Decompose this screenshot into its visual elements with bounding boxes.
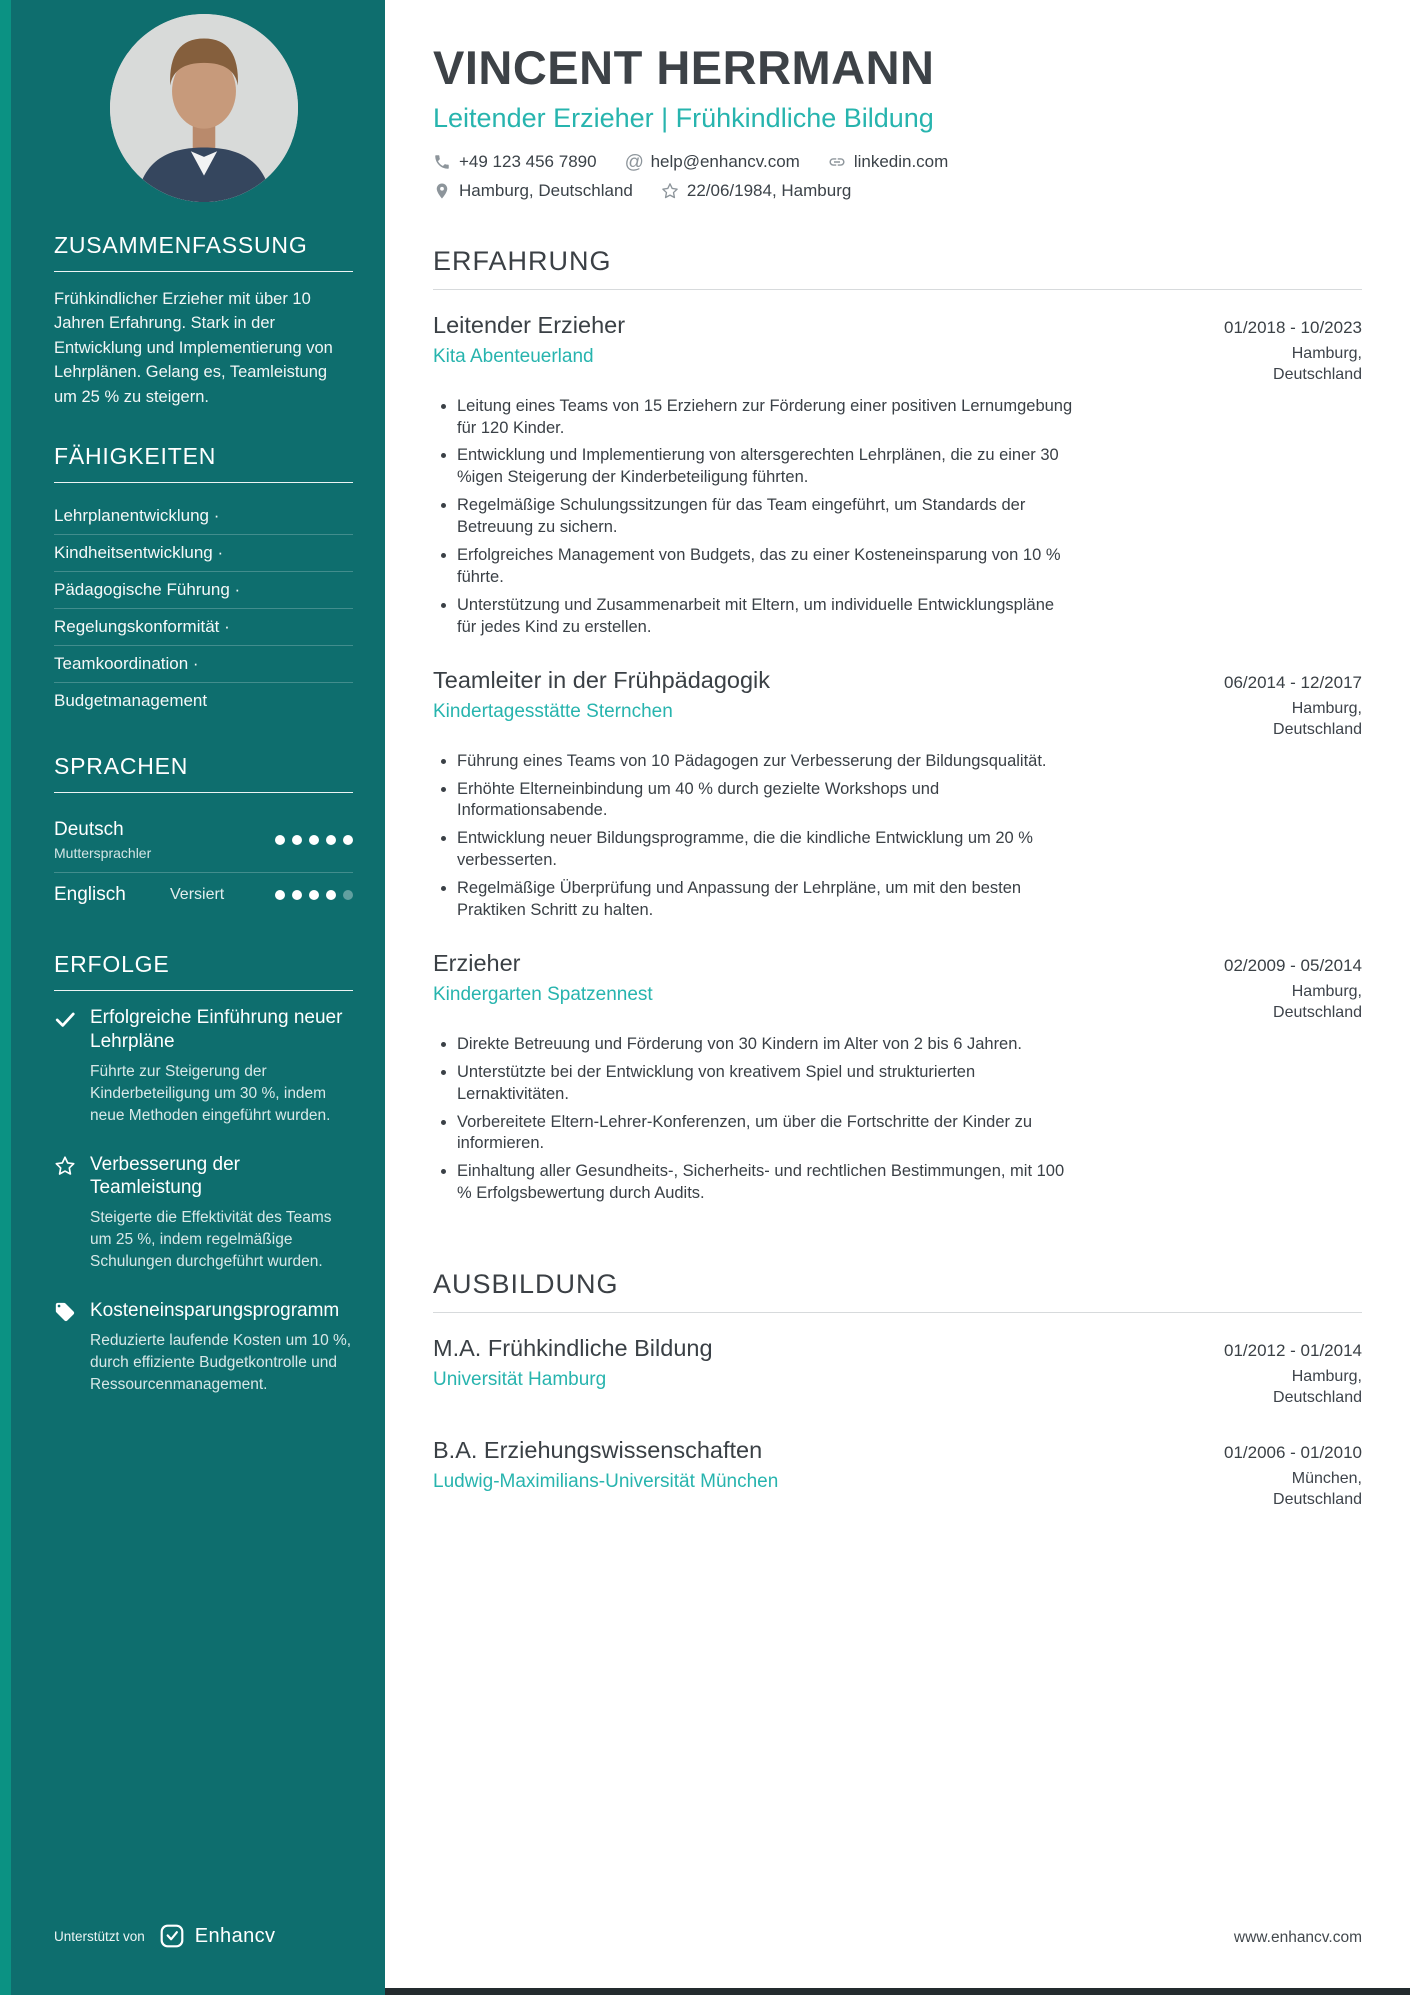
skill-item: Budgetmanagement bbox=[54, 691, 208, 711]
skills-heading: FÄHIGKEITEN bbox=[54, 443, 353, 483]
star-icon bbox=[54, 1155, 76, 1177]
enhancv-brand-name: Enhancv bbox=[194, 1924, 276, 1947]
achievement-title: Verbesserung der Teamleistung bbox=[90, 1153, 240, 1199]
job-bullet: • Führung eines Teams von 10 Pädagogen zur Verbesserung der Bildungsqualität. bbox=[457, 751, 1073, 773]
skill-item: Lehrplanentwicklung · bbox=[54, 498, 353, 535]
language-row bbox=[54, 808, 353, 873]
skill-item: Kindheitsentwicklung · bbox=[54, 535, 353, 572]
school-name: Universität Hamburg bbox=[433, 1369, 607, 1391]
sidebar-footer bbox=[54, 1923, 353, 1949]
job-dates: 01/2018 - 10/2023 bbox=[1223, 318, 1362, 337]
tag-icon bbox=[54, 1301, 76, 1323]
summary-text: Frühkindlicher Erzieher mit über 10 Jahren Erfahrung. Stark in der Entwicklung und Implementierung von Lehrplänen. Gelang es, Teamleistung um 25 % zu steigern. bbox=[54, 290, 333, 406]
job-bullet: • Erfolgreiches Management von Budgets, das zu einer Kosteneinsparung von 10 % führte. bbox=[457, 545, 1073, 589]
summary-section bbox=[54, 232, 353, 409]
job-bullet: • Leitung eines Teams von 15 Erziehern zur Förderung einer positiven Lernumgebung für 120 Kinder. bbox=[457, 396, 1073, 440]
achievement-body bbox=[90, 1153, 353, 1274]
language-name: Englisch bbox=[54, 884, 126, 906]
skill-item: Pädagogische Führung · bbox=[54, 572, 353, 609]
job-title: Teamleiter in der Frühpädagogik bbox=[433, 666, 771, 693]
job-bullet: • Erhöhte Elterneinbindung um 40 % durch gezielte Workshops und Informationsabende. bbox=[457, 779, 1073, 823]
experience-heading: ERFAHRUNG bbox=[433, 246, 1362, 290]
job-company: Kindergarten Spatzennest bbox=[433, 984, 653, 1006]
achievement-body bbox=[90, 1006, 353, 1127]
school-location: Hamburg, Deutschland bbox=[1273, 1368, 1362, 1407]
experience-entry bbox=[433, 667, 1362, 922]
language-info bbox=[54, 884, 170, 906]
job-bullet: • Vorbereitete Eltern-Lehrer-Konferenzen, um über die Fortschritte der Kinder zu informieren. bbox=[457, 1112, 1073, 1156]
language-level: Versiert bbox=[170, 886, 225, 904]
birthdate-text: 22/06/1984, Hamburg bbox=[686, 181, 852, 200]
job-bullet: • Einhaltung aller Gesundheits-, Sicherheits- und rechtlichen Bestimmungen, mit 100 % Erfolgsbewertung durch Audits. bbox=[457, 1161, 1073, 1205]
contact-row-1 bbox=[433, 152, 1362, 172]
skill-item: Regelungskonformität · bbox=[54, 609, 353, 646]
skills-section bbox=[54, 443, 353, 719]
achievement-description: Steigerte die Effektivität des Teams um 25 %, indem regelmäßige Schulungen durchgeführt wurden. bbox=[90, 1209, 332, 1271]
sidebar-content bbox=[0, 0, 385, 1995]
achievement-title: Erfolgreiche Einführung neuer Lehrpläne bbox=[90, 1007, 343, 1052]
job-bullets bbox=[433, 751, 1073, 923]
link-text: linkedin.com bbox=[853, 152, 949, 171]
achievement-item bbox=[54, 1153, 353, 1274]
phone-number: +49 123 456 7890 bbox=[459, 152, 597, 171]
language-level: Muttersprachler bbox=[54, 845, 152, 862]
location-contact bbox=[433, 181, 633, 201]
link-contact[interactable] bbox=[828, 152, 949, 172]
languages-section bbox=[54, 753, 353, 917]
education-dates: 01/2012 - 01/2014 bbox=[1223, 1341, 1362, 1361]
sidebar bbox=[0, 0, 385, 1995]
page-bottom-edge bbox=[385, 1988, 1410, 1995]
achievement-item bbox=[54, 1006, 353, 1127]
resume-header bbox=[433, 40, 1362, 210]
languages-heading: SPRACHEN bbox=[54, 753, 353, 793]
job-location: Hamburg, Deutschland bbox=[1273, 345, 1362, 383]
website-footer[interactable]: www.enhancv.com bbox=[1233, 1929, 1362, 1946]
achievements-section bbox=[54, 951, 353, 1422]
enhancv-logo-icon bbox=[159, 1923, 185, 1949]
job-bullet: • Entwicklung neuer Bildungsprogramme, die die kindliche Entwicklung um 20 % verbesserten. bbox=[457, 828, 1073, 872]
education-section bbox=[433, 1233, 1362, 1538]
job-bullet: • Direkte Betreuung und Förderung von 30 Kindern im Alter von 2 bis 6 Jahren. bbox=[457, 1034, 1073, 1056]
job-title: Leitender Erzieher bbox=[433, 312, 626, 338]
achievement-title: Kosteneinsparungsprogramm bbox=[90, 1300, 340, 1322]
email-contact[interactable] bbox=[625, 152, 800, 172]
at-icon: @ bbox=[624, 152, 644, 173]
phone-icon bbox=[433, 153, 451, 171]
job-dates: 06/2014 - 12/2017 bbox=[1223, 672, 1362, 692]
education-entry bbox=[433, 1437, 1362, 1511]
job-company: Kindertagesstätte Sternchen bbox=[433, 700, 673, 722]
job-location: Hamburg, Deutschland bbox=[1273, 983, 1362, 1021]
degree-title: B.A. Erziehungswissenschaften bbox=[433, 1436, 763, 1463]
achievement-body bbox=[90, 1299, 353, 1396]
phone-contact[interactable] bbox=[433, 152, 597, 172]
education-dates: 01/2006 - 01/2010 bbox=[1223, 1442, 1362, 1462]
link-icon bbox=[828, 153, 846, 171]
powered-by-label: Unterstützt von bbox=[54, 1928, 145, 1944]
job-bullet: • Entwicklung und Implementierung von altersgerechten Lehrplänen, die zu einer 30 %igen Steigerung der Kinderbeteiligung führten. bbox=[457, 445, 1073, 489]
job-bullet: • Unterstützte bei der Entwicklung von kreativem Spiel und strukturierten Lernaktivitäten. bbox=[457, 1062, 1073, 1106]
resume-main bbox=[385, 0, 1410, 1995]
email-address: help@enhancv.com bbox=[650, 152, 800, 171]
job-title: Erzieher bbox=[433, 950, 521, 977]
experience-entry bbox=[433, 312, 1362, 639]
school-name: Ludwig-Maximilians-Universität München bbox=[433, 1470, 779, 1492]
person-name: VINCENT HERRMANN bbox=[433, 41, 935, 94]
job-bullet: • Regelmäßige Überprüfung und Anpassung der Lehrpläne, um mit den besten Praktiken Schritt zu halten. bbox=[457, 878, 1073, 922]
degree-title: M.A. Frühkindliche Bildung bbox=[433, 1335, 713, 1362]
achievement-description: Reduzierte laufende Kosten um 10 %, durch effiziente Budgetkontrolle und Ressourcenmanagement. bbox=[90, 1331, 352, 1393]
birthdate-contact bbox=[661, 181, 851, 201]
summary-heading: ZUSAMMENFASSUNG bbox=[54, 232, 353, 272]
skills-list bbox=[54, 498, 353, 719]
checkmark-icon bbox=[54, 1008, 76, 1030]
language-rating bbox=[275, 835, 353, 845]
achievements-heading: ERFOLGE bbox=[54, 951, 353, 991]
language-name: Deutsch bbox=[54, 819, 124, 841]
skill-item: Teamkoordination · bbox=[54, 646, 353, 683]
star-outline-icon bbox=[661, 182, 679, 200]
job-dates: 02/2009 - 05/2014 bbox=[1223, 956, 1362, 976]
job-bullets bbox=[433, 396, 1073, 639]
avatar-illustration bbox=[110, 14, 298, 202]
education-heading: AUSBILDUNG bbox=[433, 1269, 1362, 1313]
education-entry bbox=[433, 1335, 1362, 1409]
language-rating bbox=[275, 890, 353, 900]
job-company: Kita Abenteuerland bbox=[433, 346, 594, 367]
job-bullet: • Regelmäßige Schulungssitzungen für das Team eingeführt, um Standards der Betreuung zu sichern. bbox=[457, 495, 1073, 539]
contact-row-2 bbox=[433, 181, 1362, 201]
language-row bbox=[54, 873, 353, 917]
school-location: München, Deutschland bbox=[1273, 1469, 1362, 1508]
experience-section bbox=[433, 210, 1362, 1233]
job-location: Hamburg, Deutschland bbox=[1273, 699, 1362, 738]
location-text: Hamburg, Deutschland bbox=[459, 181, 633, 200]
experience-entry bbox=[433, 950, 1362, 1205]
achievement-description: Führte zur Steigerung der Kinderbeteiligung um 30 %, indem neue Methoden eingeführt wurden. bbox=[90, 1062, 331, 1124]
job-bullets bbox=[433, 1034, 1073, 1206]
language-info bbox=[54, 819, 275, 861]
profile-photo bbox=[110, 14, 298, 202]
location-pin-icon bbox=[433, 182, 451, 200]
job-bullet: • Unterstützung und Zusammenarbeit mit Eltern, um individuelle Entwicklungspläne für jedes Kind zu erstellen. bbox=[457, 595, 1073, 639]
achievement-item bbox=[54, 1299, 353, 1396]
person-title: Leitender Erzieher | Frühkindliche Bildung bbox=[433, 103, 934, 133]
